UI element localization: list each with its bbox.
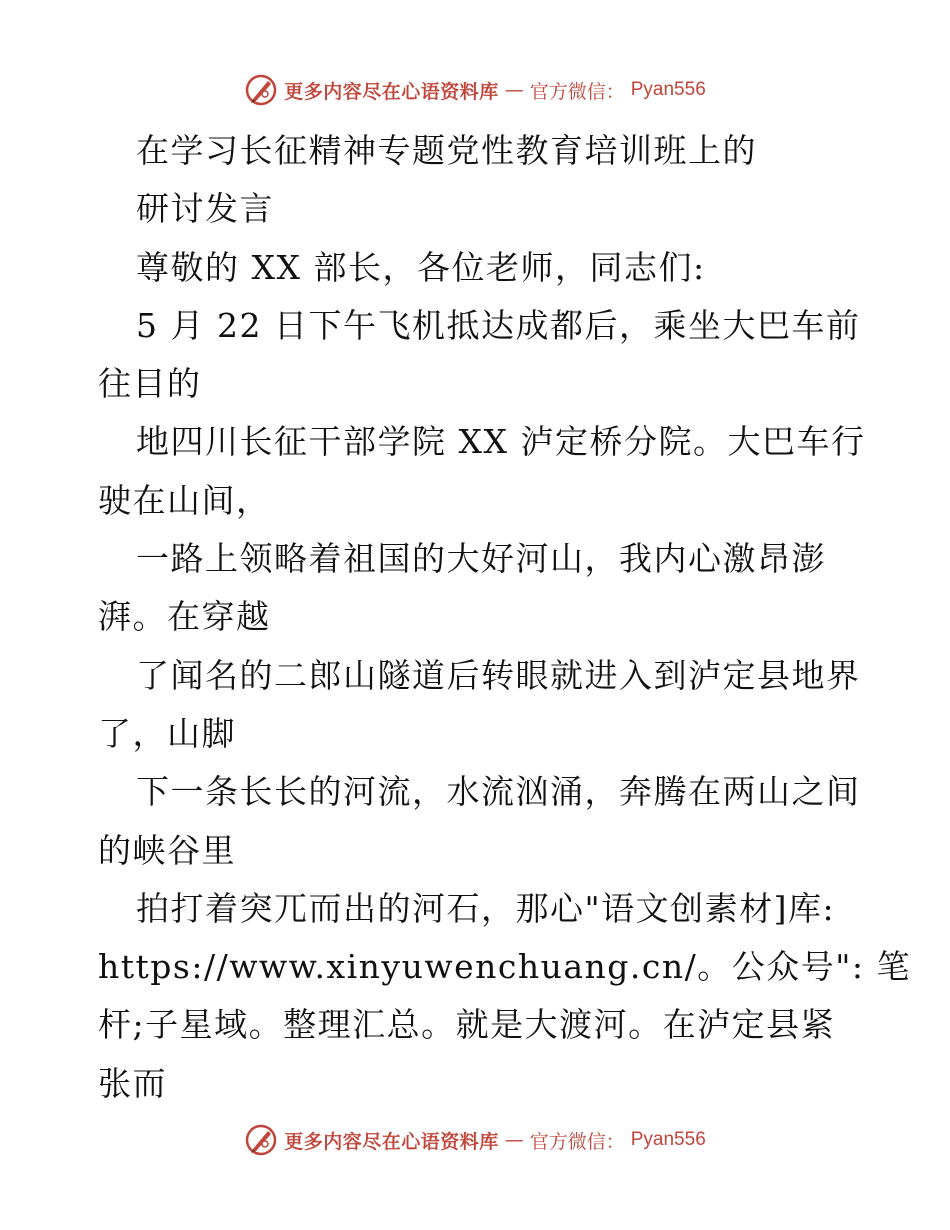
banner-dash: — [504, 1129, 524, 1151]
document-line: 研讨发言 [136, 189, 274, 229]
document-body [98, 122, 912, 1113]
banner-site-text: 更多内容尽在心语资料库 [284, 1130, 499, 1153]
document-line: 5 月 22 日下午飞机抵达成都后，乘坐大巴车前 [136, 305, 861, 345]
banner-site-text: 更多内容尽在心语资料库 [284, 80, 499, 103]
document-line: 一路上领略着祖国的大好河山，我内心激昂澎 [136, 539, 826, 579]
document-line: 往目的 [98, 364, 202, 404]
banner-wechat-label: 官方微信： [529, 80, 625, 103]
document-line: 湃。在穿越 [98, 597, 271, 637]
document-line: 张而 [98, 1063, 167, 1103]
banner-wechat-id: Pyan556 [630, 1129, 706, 1150]
document-line: https://www.xinyuwenchuang.cn/。公众号": 笔 [98, 947, 912, 987]
document-line: 尊敬的 XX 部长，各位老师，同志们: [136, 247, 706, 287]
document-line: 了，山脚 [98, 713, 236, 753]
document-line: 拍打着突兀而出的河石，那心"语文创素材]库: [136, 888, 836, 928]
document-line: 驶在山间， [98, 480, 271, 520]
quill-pen-logo-icon [244, 1123, 278, 1157]
quill-pen-logo-icon [244, 73, 278, 107]
banner-dash: — [504, 79, 524, 101]
header-banner [0, 70, 950, 110]
document-line: 杆;子星域。整理汇总。就是大渡河。在泸定县紧 [98, 1005, 836, 1045]
banner-wechat-id: Pyan556 [630, 79, 706, 100]
document-line: 在学习长征精神专题党性教育培训班上的 [136, 131, 757, 170]
footer-banner [0, 1120, 950, 1160]
document-line: 了闻名的二郎山隧道后转眼就进入到泸定县地界 [136, 655, 861, 695]
banner-wechat-label: 官方微信： [529, 1130, 625, 1153]
document-line: 的峡谷里 [98, 830, 236, 870]
document-line: 地四川长征干部学院 XX 泸定桥分院。大巴车行 [136, 422, 866, 462]
document-line: 下一条长长的河流，水流汹涌，奔腾在两山之间 [136, 772, 861, 812]
